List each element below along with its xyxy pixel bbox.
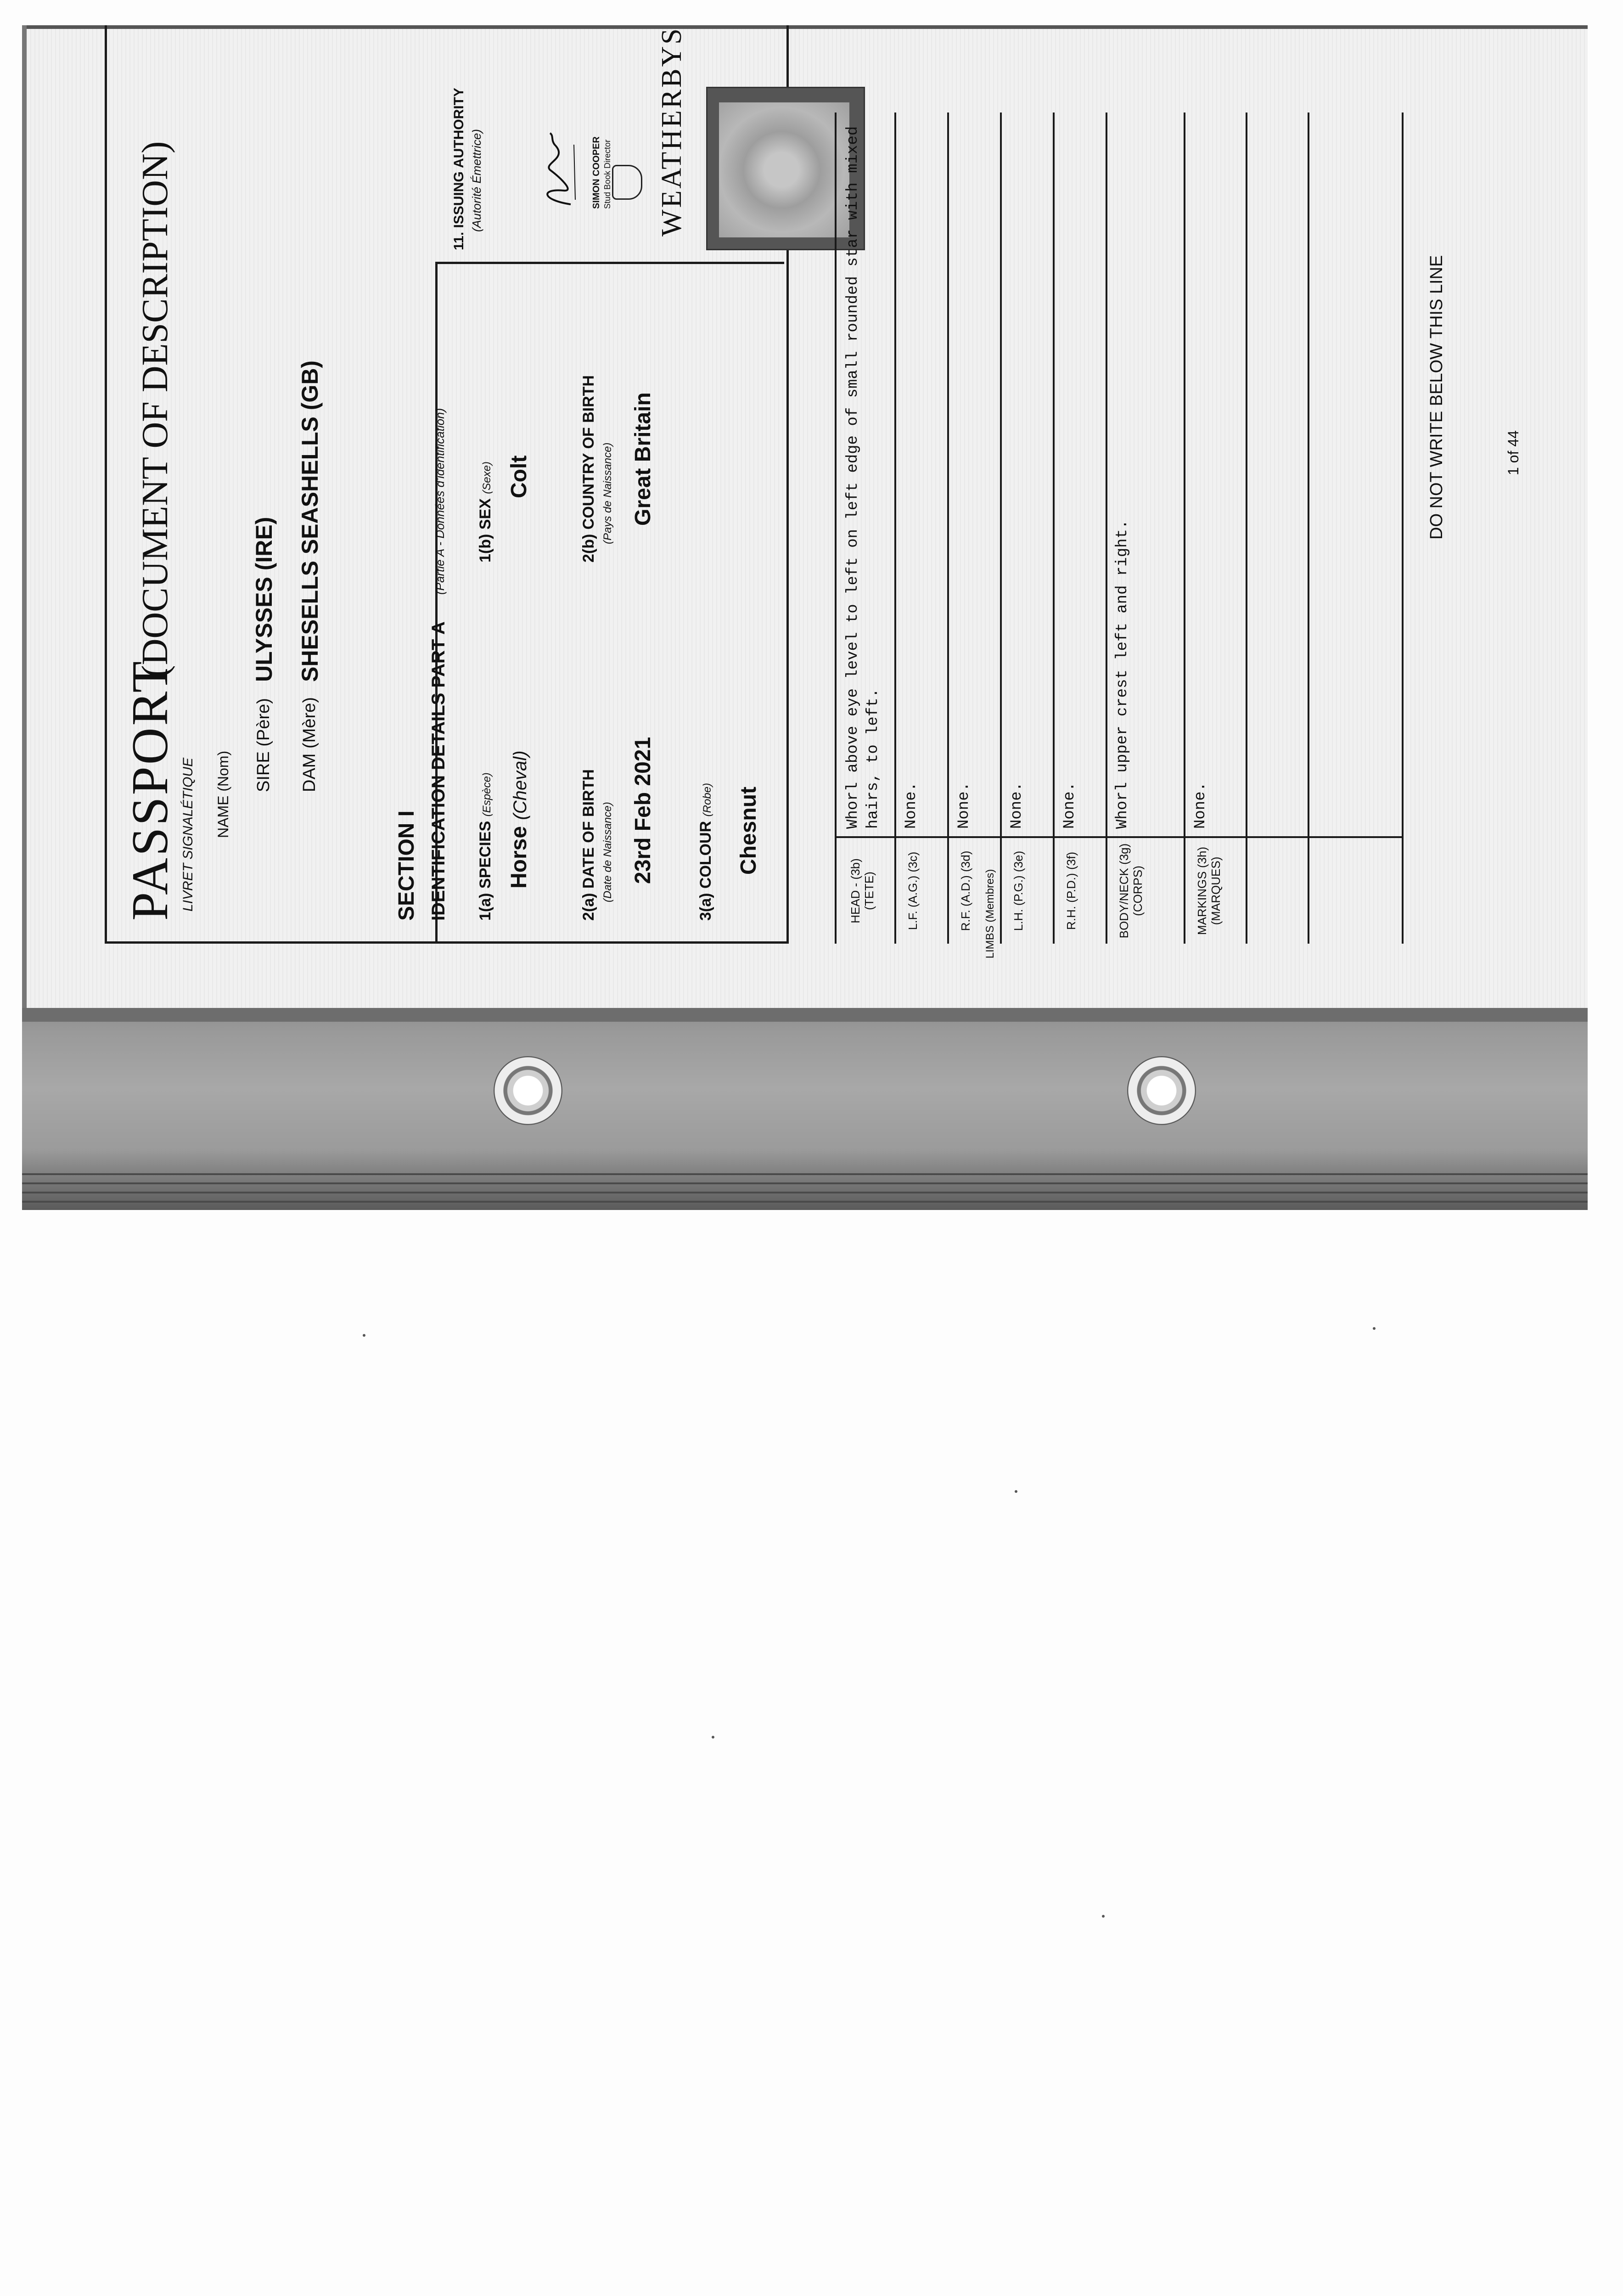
page-number: 1 of 44 <box>1505 430 1522 475</box>
livret-signaletique: LIVRET SIGNALÉTIQUE <box>180 757 196 912</box>
cob-value: Great Britain <box>631 392 655 526</box>
rf-value: None. <box>955 782 973 829</box>
rh-label: R.H. (P.D.) (3f) <box>1064 852 1078 930</box>
table-row-divider <box>1106 113 1107 944</box>
binder-edge-line <box>22 1182 1588 1184</box>
scan-speck <box>712 1736 714 1739</box>
issuing-authority-label: 11. ISSUING AUTHORITY <box>451 88 466 250</box>
sex-label: 1(b) SEX (Sexe) <box>477 461 494 563</box>
dob-value: 23rd Feb 2021 <box>631 737 655 884</box>
cob-sub: (Pays de Naissance) <box>601 442 614 544</box>
species-value: Horse (Cheval) <box>507 750 531 889</box>
weatherbys-logo: WEATHERBYS <box>656 27 687 236</box>
table-row-divider <box>894 113 896 944</box>
signer-role: Stud Book Director <box>603 139 612 209</box>
scan-speck <box>1373 1327 1376 1330</box>
identification-title: IDENTIFICATION DETAILS PART A <box>428 621 449 921</box>
identification-subtitle: (Partie A - Données d'identification) <box>433 408 447 595</box>
section-title: SECTION I <box>394 810 419 921</box>
markings-label: MARKINGS (3h) (MARQUES) <box>1195 846 1223 935</box>
sire-value: ULYSSES (IRE) <box>251 517 277 682</box>
scan-speck <box>363 1334 365 1337</box>
lh-value: None. <box>1008 782 1026 829</box>
binder-edge-line <box>22 1173 1588 1175</box>
stamp-seal-icon <box>719 102 849 237</box>
lf-value: None. <box>903 782 920 829</box>
binder-edge-line <box>22 1201 1588 1203</box>
rf-label: R.F. (A.D.) (3d) <box>959 850 972 931</box>
binder-edge-line <box>22 1192 1588 1193</box>
table-row-divider <box>1053 113 1055 944</box>
table-row-divider <box>1184 113 1185 944</box>
table-border <box>1402 113 1404 944</box>
scan-speck <box>1015 1490 1017 1493</box>
table-column-divider <box>835 836 1402 838</box>
binder-strip <box>22 1008 1588 1210</box>
table-row-divider <box>1246 113 1247 944</box>
frame-divider <box>435 262 784 264</box>
limbs-label: LIMBS (Membres) <box>984 869 996 959</box>
passport-subtitle: (DOCUMENT OF DESCRIPTION) <box>135 141 175 677</box>
scan-speck <box>1102 1915 1105 1918</box>
body-neck-value: Whorl upper crest left and right. <box>1114 519 1131 829</box>
markings-value: None. <box>1192 782 1209 829</box>
table-row-divider <box>947 113 949 944</box>
passport-title: PASSPORT <box>122 659 179 921</box>
dob-label: 2(a) DATE OF BIRTH <box>580 769 597 921</box>
table-row-divider <box>1000 113 1002 944</box>
head-value: Whorl above eye level to left on left edge of small rounded star with mixed hairs, to left. <box>844 126 882 829</box>
sire-label: SIRE (Père) <box>254 698 273 792</box>
species-label: 1(a) SPECIES (Espèce) <box>477 772 494 921</box>
dam-value: SHESELLS SEASHELLS (GB) <box>297 360 323 682</box>
lf-label: L.F. (A.G.) (3c) <box>906 851 920 930</box>
dob-sub: (Date de Naissance) <box>601 802 614 902</box>
signature-icon <box>532 131 587 214</box>
issuing-authority-sub: (Autorité Émettrice) <box>470 129 483 232</box>
table-border <box>835 113 837 944</box>
grommet-icon <box>1127 1056 1196 1125</box>
document-content <box>22 25 1588 1008</box>
colour-label: 3(a) COLOUR (Robe) <box>697 782 714 921</box>
body-neck-label: BODY/NECK (3g) (CORPS) <box>1117 843 1145 939</box>
cob-label: 2(b) COUNTRY OF BIRTH <box>580 375 597 563</box>
weatherbys-crest-icon <box>612 165 642 200</box>
binder-stripe <box>22 1008 1588 1022</box>
rh-value: None. <box>1061 782 1078 829</box>
head-label: HEAD - (3b) (TETE) <box>848 858 876 923</box>
sex-value: Colt <box>507 455 531 498</box>
do-not-write-notice: DO NOT WRITE BELOW THIS LINE <box>1427 255 1446 540</box>
name-label: NAME (Nom) <box>215 750 231 838</box>
lh-label: L.H. (P.G.) (3e) <box>1011 850 1025 931</box>
dam-label: DAM (Mère) <box>300 697 319 792</box>
grommet-icon <box>494 1056 562 1125</box>
colour-value: Chesnut <box>736 787 761 875</box>
signer-name: SIMON COOPER <box>591 136 601 209</box>
table-row-divider <box>1308 113 1309 944</box>
rotated-document <box>22 25 1588 1008</box>
